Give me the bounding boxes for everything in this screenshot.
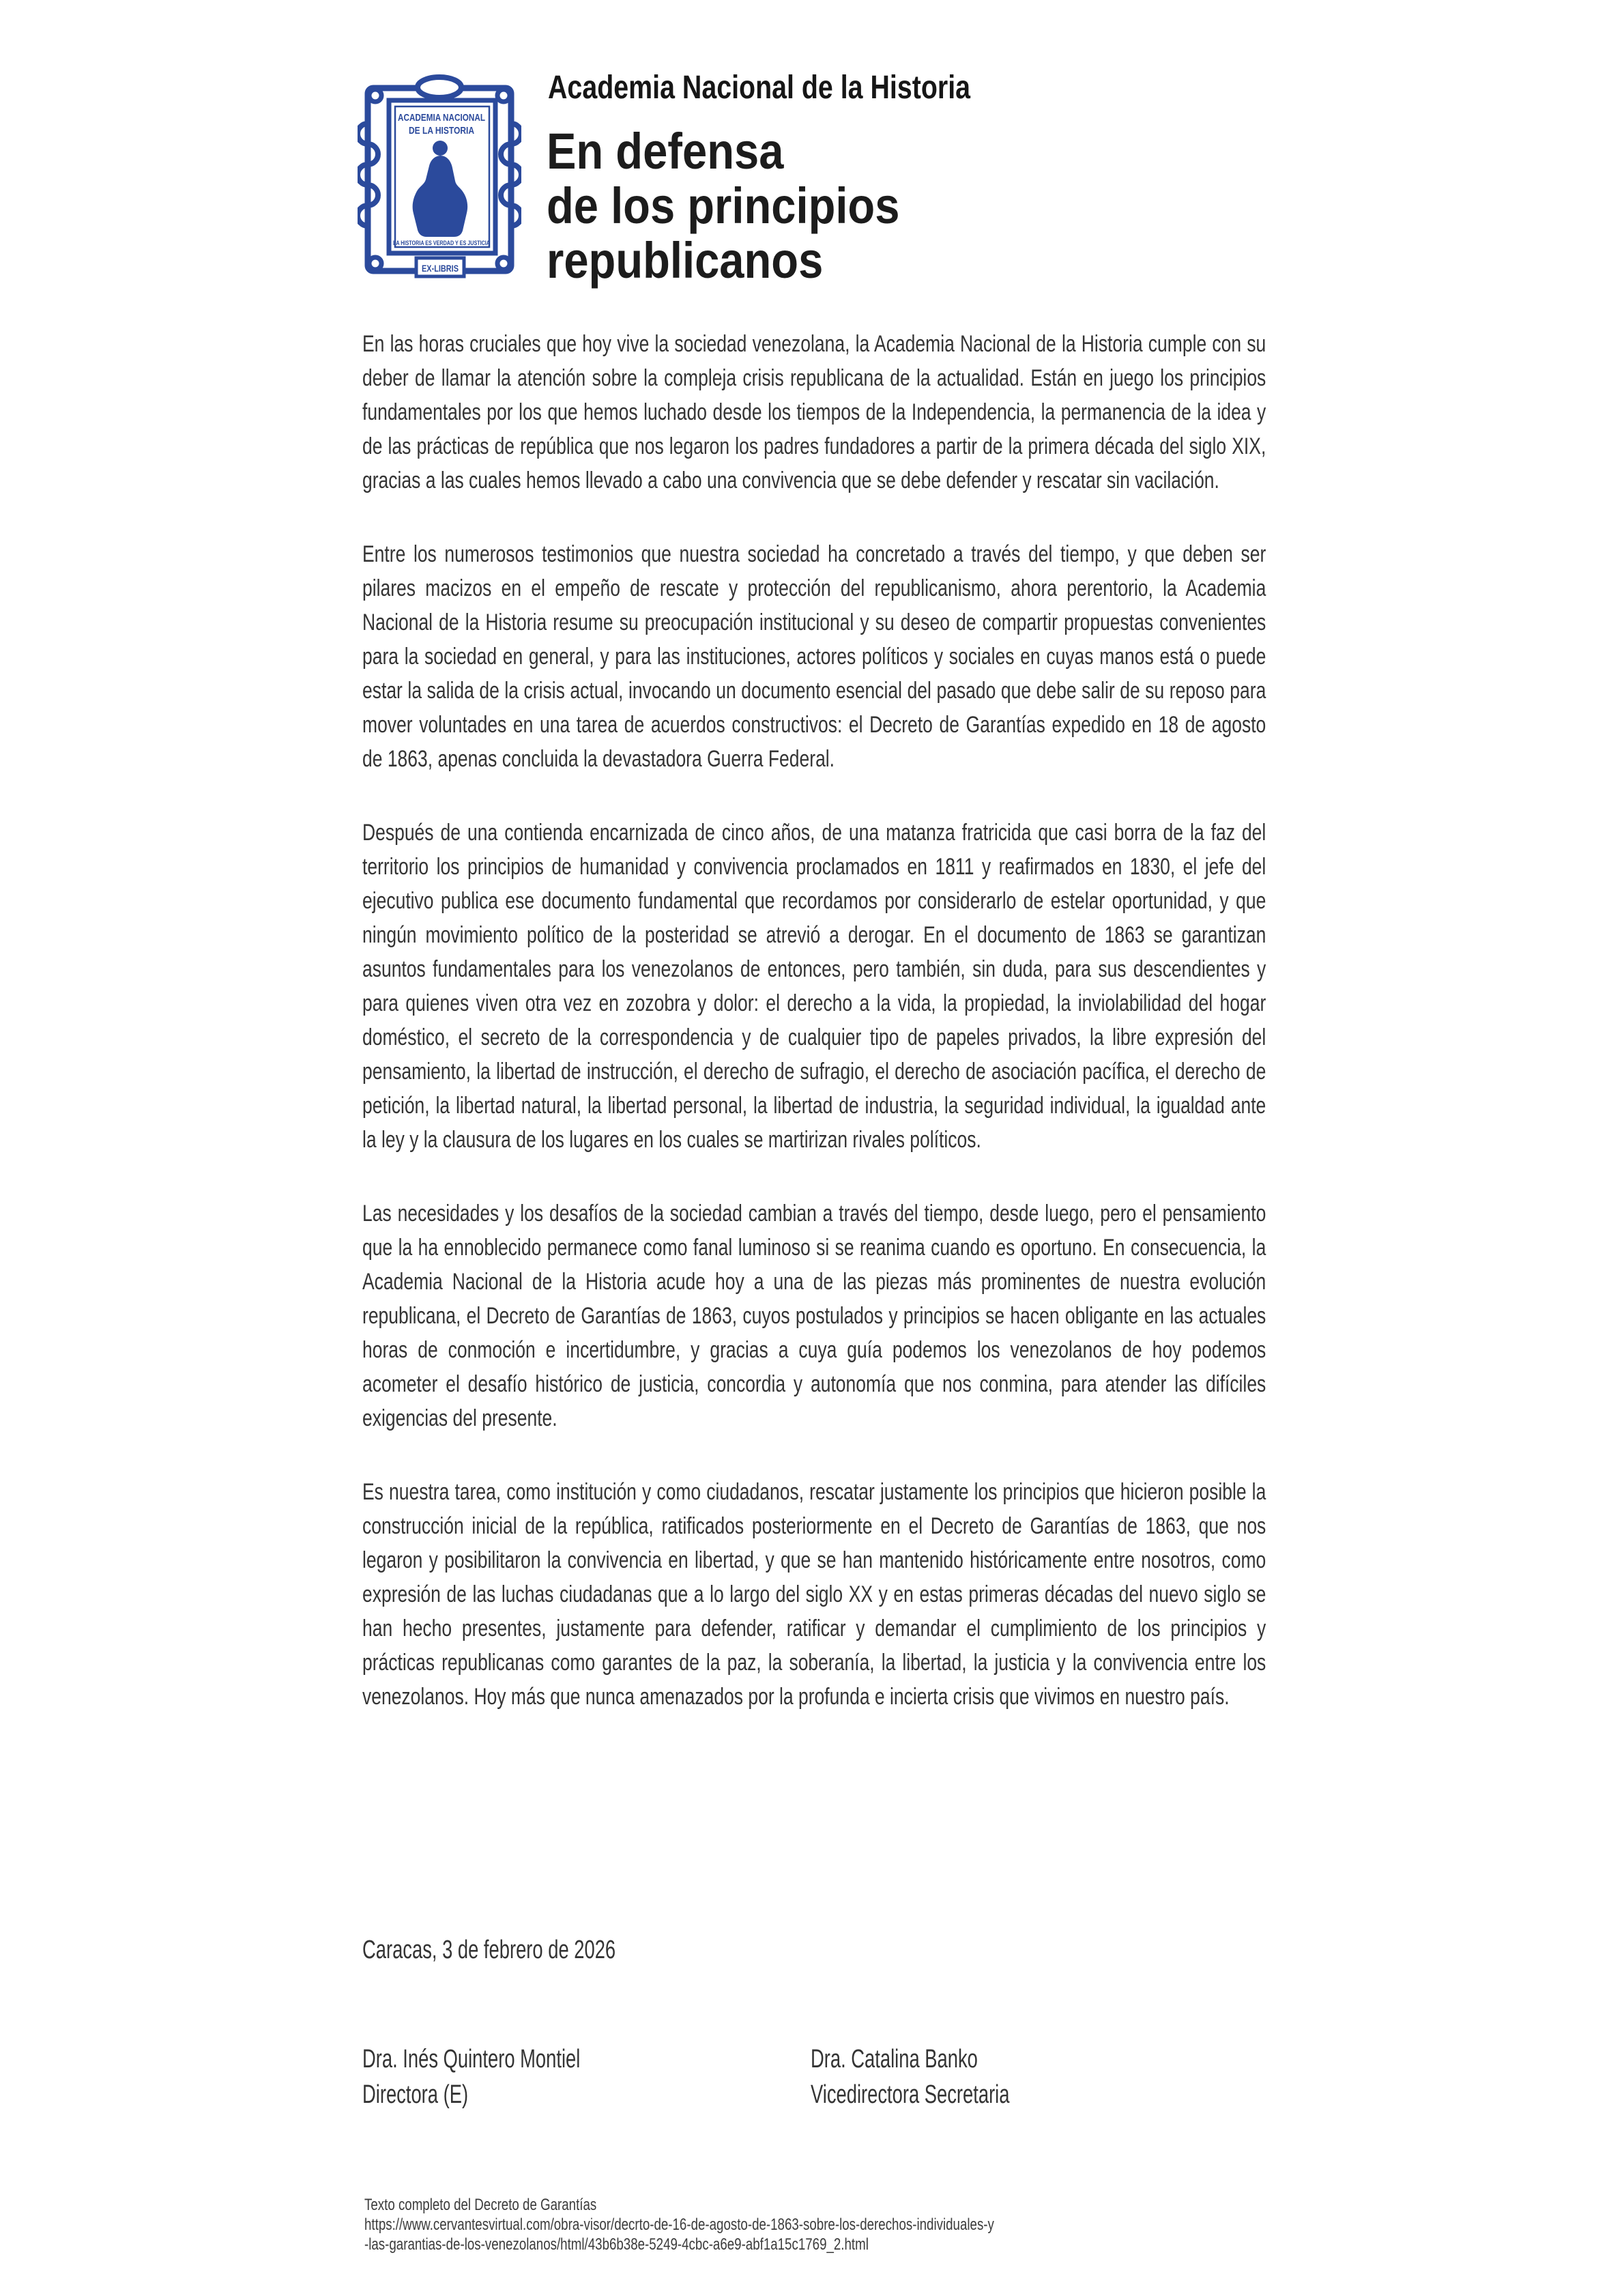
seal-corner-curl xyxy=(369,89,381,102)
footnote xyxy=(364,2195,994,2254)
footnote-url-line1: https://www.cervantesvirtual.com/obra-visor/decrto-de-16-de-agosto-de-1863-sobre-los-derechos-individuales-y xyxy=(364,2215,994,2234)
seal-icon xyxy=(358,73,521,285)
seal-exlibris-label: EX-LIBRIS xyxy=(422,263,459,274)
paragraph-3: Después de una contienda encarnizada de cinco años, de una matanza fratricida que casi borra de la faz del territorio los principios de humanidad y convivencia proclamados en 1811 y reafirmados en 1830, el jefe del ejecutivo publica ese documento fundamental que recordamos por considerarlo de estelar oportunidad, y que ningún movimiento político de la posteridad se atrevió a derogar. En el documento de 1863 se garantizan asuntos fundamentales para los venezolanos de entonces, pero también, sin duda, para sus descendientes y para quienes viven otra vez en zozobra y dolor: el derecho a la vida, la propiedad, la inviolabilidad del hogar doméstico, el secreto de la correspondencia y de cualquier tipo de papeles privados, la libre expresión del pensamiento, la libertad de instrucción, el derecho de sufragio, el derecho de asociación pacífica, el derecho de petición, la libertad natural, la libertad personal, la libertad de industria, la seguridad individual, la igualdad ante la ley y la clausura de los lugares en los cuales se martirizan rivales políticos. xyxy=(362,820,1266,1153)
seal-corner-curl xyxy=(497,89,510,102)
paragraph-5: Es nuestra tarea, como institución y como ciudadanos, rescatar justamente los principios que hicieron posible la construcción inicial de la república, ratificados posteriormente en el Decreto de Garantías de 1863, que nos legaron y posibilitaron la convivencia en libertad, y que se han mantenido históricamente entre nosotros, como expresión de las luchas ciudadanas que a lo largo del siglo XX y en estas primeras décadas del nuevo siglo se han hecho presentes, justamente para defender, ratificar y demandar el cumplimiento de los principios y prácticas republicanas como garantes de la paz, la soberanía, la libertad, la justicia y la convivencia entre los venezolanos. Hoy más que nunca amenazados por la profunda e incierta crisis que vivimos en nuestro país. xyxy=(362,1479,1266,1710)
seal-motto: LA HISTORIA ES VERDAD Y ES JUSTICIA xyxy=(393,240,491,246)
paragraph-2: Entre los numerosos testimonios que nuestra sociedad ha concretado a través del tiempo, y que deben ser pilares macizos en el empeño de rescate y protección del republicanismo, ahora perentorio, la Academia Nacional de la Historia resume su preocupación institucional y su deseo de compartir propuestas convenientes para la sociedad en general, y para las instituciones, actores políticos y sociales en cuyas manos está o puede estar la salida de la crisis actual, invocando un documento esencial del pasado que debe salir de su reposo para mover voluntades en una tarea de acuerdos constructivos: el Decreto de Garantías expedido en 18 de agosto de 1863, apenas concluida la devastadora Guerra Federal. xyxy=(362,541,1266,772)
signature-block-director xyxy=(362,2041,580,2112)
statement-body xyxy=(362,327,1266,1753)
seal-name-line2: DE LA HISTORIA xyxy=(409,125,475,137)
footnote-label: Texto completo del Decreto de Garantías xyxy=(364,2196,597,2214)
seal-name-line1: ACADEMIA NACIONAL xyxy=(398,112,485,124)
page-title-line1: En defensa xyxy=(547,123,784,180)
signature-block-vicedirector xyxy=(811,2041,1009,2112)
paragraph-1: En las horas cruciales que hoy vive la sociedad venezolana, la Academia Nacional de la Historia cumple con su deber de llamar la atención sobre la compleja crisis republicana de la actualidad. Están en juego los principios fundamentales por los que hemos luchado desde los tiempos de la Independencia, la permanencia de la idea y de las prácticas de república que nos legaron los padres fundadores a partir de la primera década del siglo XIX, gracias a las cuales hemos llevado a cabo una convivencia que se debe defender y rescatar sin vacilación. xyxy=(362,331,1266,493)
page-title xyxy=(547,124,899,288)
page-title-line2: de los principios xyxy=(547,177,900,234)
signer-name: Dra. Catalina Banko xyxy=(811,2045,978,2073)
signer-role: Directora (E) xyxy=(362,2080,469,2109)
signer-role: Vicedirectora Secretaria xyxy=(811,2080,1010,2109)
page-title-line3: republicanos xyxy=(547,232,824,289)
footnote-url-line2: -las-garantias-de-los-venezolanos/html/43b6b38e-5249-4cbc-a6e9-abf1a15c1769_2.html xyxy=(364,2235,869,2254)
signer-name: Dra. Inés Quintero Montiel xyxy=(362,2045,581,2073)
seal-corner-curl xyxy=(369,257,381,270)
paragraph-4: Las necesidades y los desafíos de la sociedad cambian a través del tiempo, desde luego, pero el pensamiento que la ha ennoblecido permanece como fanal luminoso si se reanima cuando es oportuno. En consecuencia, la Academia Nacional de la Historia acude hoy a una de las piezas más prominentes de nuestra evolución republicana, el Decreto de Garantías de 1863, cuyos postulados y principios se hacen obligante en las actuales horas de conmoción e incertidumbre, y gracias a cuya guía podemos los venezolanos de hoy podemos acometer el desafío histórico de justicia, concordia y autonomía que nos conmina, para atender las difíciles exigencias del presente. xyxy=(362,1201,1266,1431)
academia-seal-emblem xyxy=(358,73,521,285)
seal-top-ornament xyxy=(418,77,461,98)
org-name: Academia Nacional de la Historia xyxy=(548,70,971,106)
seal-corner-curl xyxy=(497,257,510,270)
dateline: Caracas, 3 de febrero de 2026 xyxy=(362,1936,616,1964)
